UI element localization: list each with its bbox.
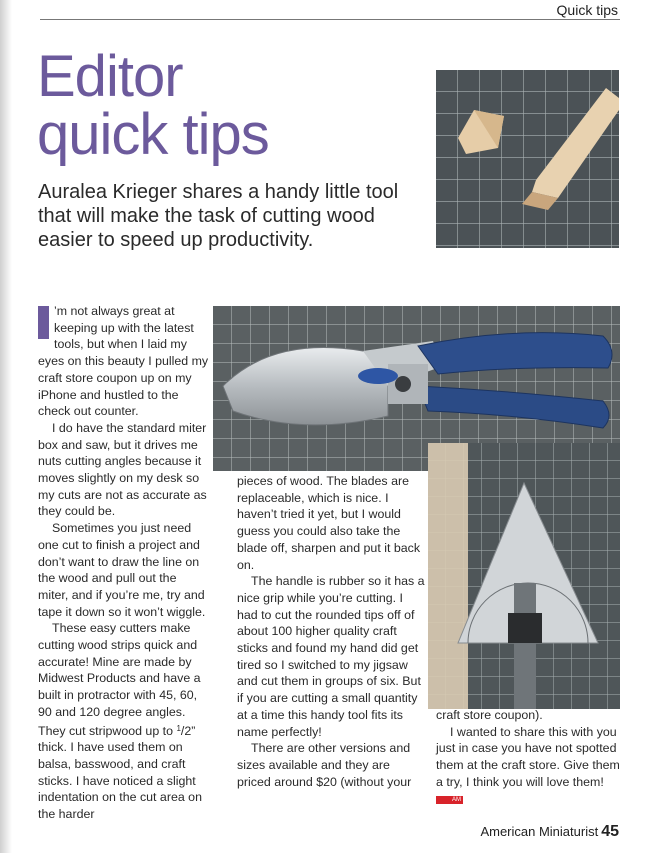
page-number: 45 [601, 823, 619, 840]
paragraph-7: There are other versions and sizes available and they are priced around $20 (without your [237, 741, 412, 789]
paragraph-3: Sometimes you just need one cut to finish a project and don’t want to draw the line on the wood and pull out the miter, and if you’re me, try and tape it down so it won’t wiggle. [38, 521, 206, 619]
header-rule [40, 19, 620, 20]
paragraph-1: ’m not always great at keeping up with the latest tools, but when I laid my eyes on this beauty I pulled my craft store coupon up on my iPhone and hustled to the check out counter. [38, 304, 209, 419]
article-column-2 [237, 473, 425, 790]
paragraph-6: The handle is rubber so it has a nice grip while you’re cutting. I had to cut the rounded tips off of about 100 higher quality craft sticks and found my hand did get tired so I switched to my jigsaw and cut them in groups of six. But if you are cutting a small quantity at a time this handy tool fits its name perfectly! [237, 574, 425, 739]
paragraph-9: I wanted to share this with you just in case you have not spotted them at the craft store. Give them a try, I think you will love them! AM [436, 724, 620, 803]
page-footer [480, 823, 619, 841]
photo-protractor-closeup [428, 443, 620, 709]
page-edge-shadow [0, 0, 12, 853]
end-mark-badge: AM [436, 796, 463, 804]
fraction-numerator: 1 [176, 723, 181, 733]
title-line-2: quick tips [37, 102, 269, 167]
magazine-name: American Miniaturist [480, 824, 599, 839]
page-title [37, 44, 269, 167]
paragraph-5: pieces of wood. The blades are replaceable, which is nice. I haven’t tried it yet, but I would guess you could also take the blade off, sharpen and put it back on. [237, 474, 421, 572]
paragraph-2: I do have the standard miter box and saw, but it drives me nuts cutting angles because it moves slightly on my desk so my cuts are not as accurate as they could be. [38, 420, 207, 519]
title-line-1: Editor [37, 44, 183, 109]
article-column-3 [436, 707, 621, 807]
paragraph-8: craft store coupon). [436, 708, 543, 722]
section-label: Quick tips [556, 2, 618, 18]
paragraph-4: These easy cutters make cutting wood strips quick and accurate! Mine are made by Midwest Products and have a built in protractor with 45, 60, 90 and 120 degree angles. They cut stripwood up to $^1$/2” thick. I have used them on balsa, basswood, and craft sticks. I have noticed a slight indentation on the cut area on the harder [38, 621, 202, 822]
drop-cap-bar [38, 306, 49, 339]
article-column-1 [38, 303, 210, 823]
article-dek: Auralea Krieger shares a handy little tool that will make the task of cutting wood easier to speed up productivity. [38, 181, 399, 251]
fraction-denominator: /2 [180, 723, 192, 738]
photo-wood-pieces [436, 70, 619, 248]
